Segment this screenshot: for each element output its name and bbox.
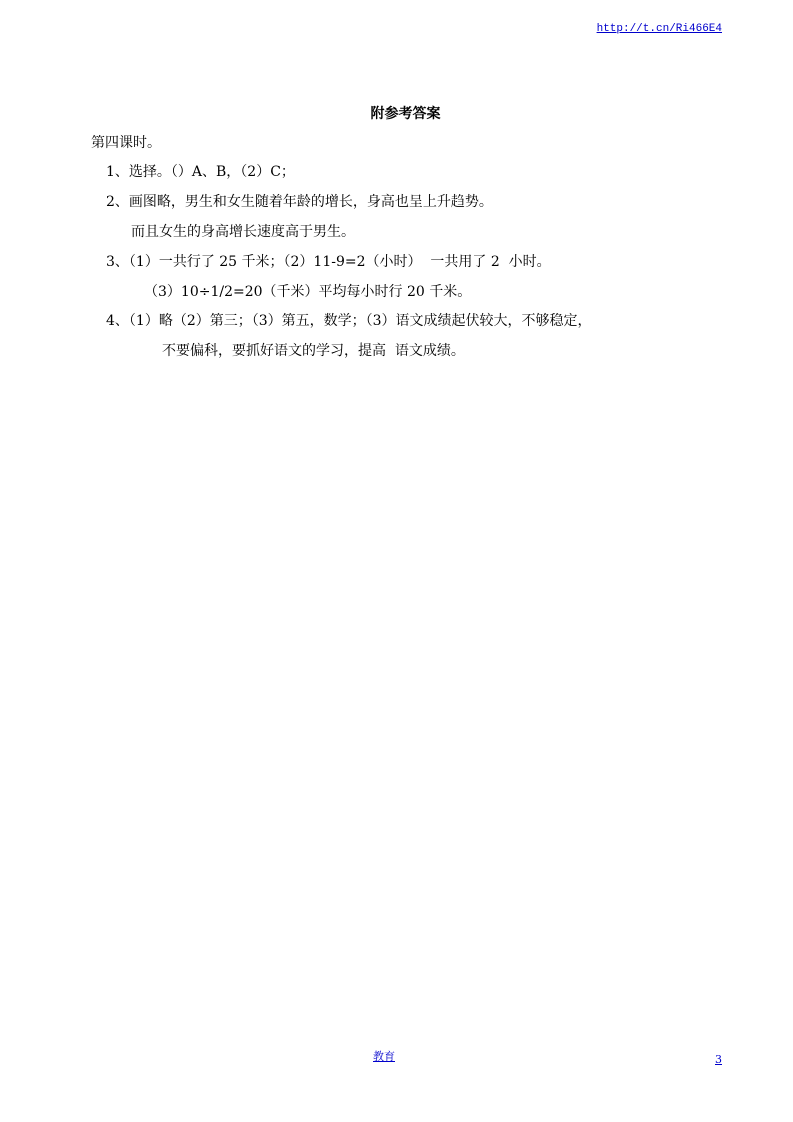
answer-line-4-continued: 不要偏科，要抓好语文的学习，提高 语文成绩。 bbox=[162, 343, 465, 359]
answer-line-3-continued: （3）10÷1/2=20（千米）平均每小时行 20 千米。 bbox=[144, 284, 472, 300]
footer-link[interactable]: 教育 bbox=[373, 1050, 395, 1063]
section-heading: 第四课时。 bbox=[91, 135, 161, 151]
header-url-link[interactable]: http://t.cn/Ri466E4 bbox=[596, 23, 722, 35]
page-number[interactable]: 3 bbox=[715, 1053, 722, 1066]
answer-line-2: 2、画图略，男生和女生随着年龄的增长，身高也呈上升趋势。 bbox=[106, 194, 493, 210]
answer-line-4: 4、（1）略（2）第三；（3）第五，数学；（3）语文成绩起伏较大，不够稳定， bbox=[106, 313, 592, 329]
answer-line-2-continued: 而且女生的身高增长速度高于男生。 bbox=[131, 224, 355, 240]
answer-line-3: 3、（1）一共行了 25 千米；（2）11-9=2（小时） 一共用了 2 小时。 bbox=[106, 254, 551, 270]
page-title: 附参考答案 bbox=[370, 106, 441, 122]
answer-line-1: 1、选择。（）A、B，（2）C； bbox=[106, 164, 295, 180]
